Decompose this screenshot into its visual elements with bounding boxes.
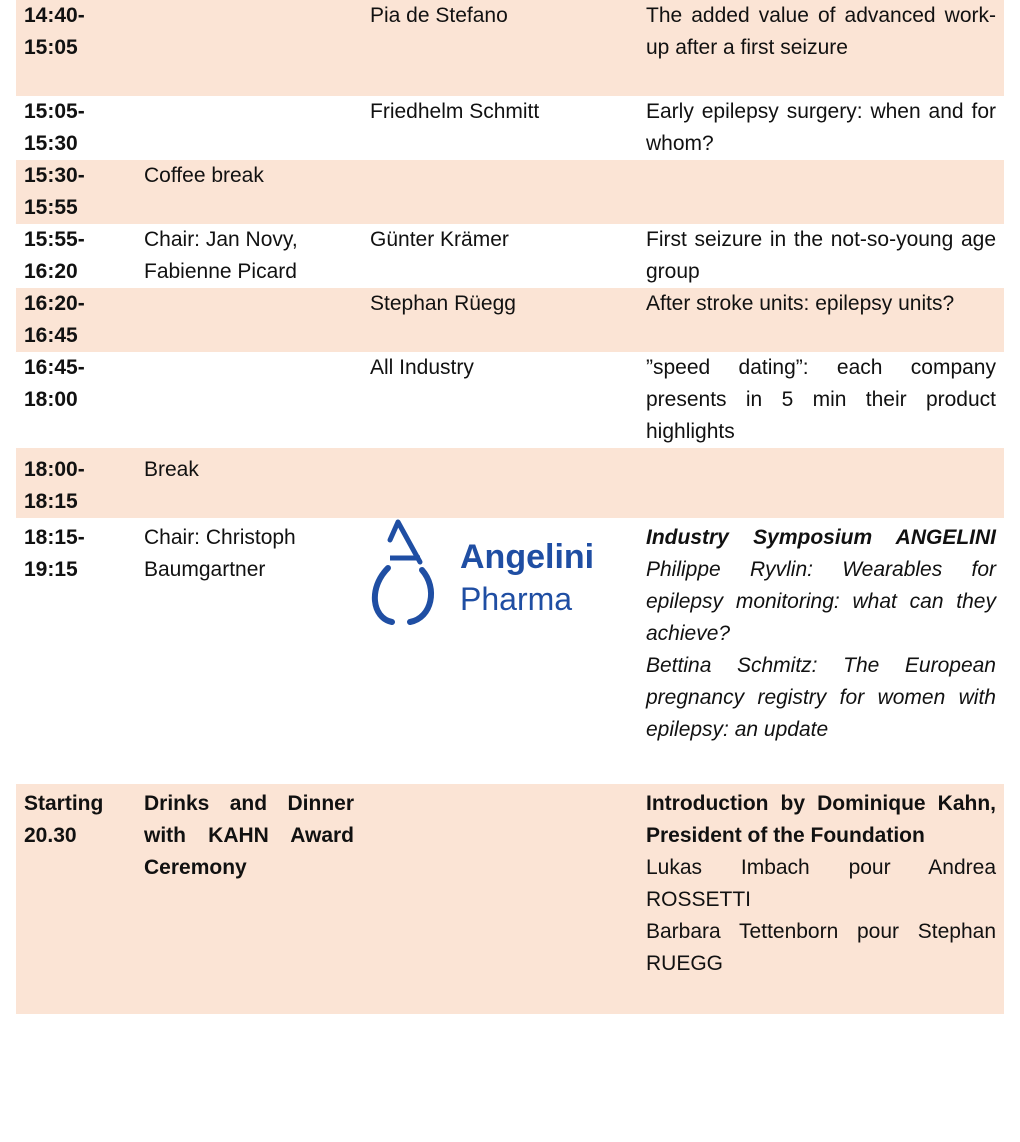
topic-cell: Early epilepsy surgery: when and for whom? <box>638 96 1004 160</box>
talk-1: Philippe Ryvlin: Wearables for epilepsy monitoring: what can they achieve? <box>646 558 996 645</box>
speaker-cell <box>362 448 638 518</box>
award-line-1: Lukas Imbach pour Andrea ROSSETTI <box>646 856 996 911</box>
time-cell <box>16 288 136 352</box>
topic-cell <box>638 448 1004 518</box>
speaker-cell: Pia de Stefano <box>362 0 638 96</box>
chair-cell: Drinks and Dinner with KAHN Award Ceremony <box>136 784 362 1014</box>
time-cell <box>16 160 136 224</box>
time-cell <box>16 784 136 1014</box>
time-cell <box>16 448 136 518</box>
time-text: 18:15- 19:15 <box>24 526 85 581</box>
time-text: 14:40- 15:05 <box>24 4 85 59</box>
topic-cell: The added value of advanced work-up after a first seizure <box>638 0 1004 96</box>
speaker-cell <box>362 518 638 784</box>
time-text: 15:30- 15:55 <box>24 164 85 219</box>
topic-cell <box>638 784 1004 1014</box>
angelini-logo-mark-icon <box>362 518 638 628</box>
time-text: 16:20- 16:45 <box>24 292 85 347</box>
speaker-cell: Günter Krämer <box>362 224 638 288</box>
chair-cell <box>136 96 362 160</box>
time-text: Starting 20.30 <box>24 792 104 847</box>
chair-cell <box>136 288 362 352</box>
topic-cell <box>638 518 1004 784</box>
table-row <box>16 448 1004 518</box>
award-intro: Introduction by Dominique Kahn, President of the Foundation <box>646 792 996 847</box>
speaker-cell: Stephan Rüegg <box>362 288 638 352</box>
time-cell <box>16 224 136 288</box>
chair-cell: Chair: Christoph Baumgartner <box>136 518 362 784</box>
time-text: 15:55- 16:20 <box>24 228 85 283</box>
symposium-title: Industry Symposium ANGELINI <box>646 526 996 549</box>
chair-cell <box>136 352 362 448</box>
chair-cell: Chair: Jan Novy, Fabienne Picard <box>136 224 362 288</box>
table-row <box>16 160 1004 224</box>
logo-wordmark-line2: Pharma <box>460 581 573 617</box>
speaker-cell <box>362 784 638 1014</box>
table-row <box>16 784 1004 1014</box>
topic-cell <box>638 160 1004 224</box>
speaker-cell: All Industry <box>362 352 638 448</box>
table-row <box>16 96 1004 160</box>
table-row <box>16 224 1004 288</box>
chair-cell <box>136 0 362 96</box>
table-row <box>16 518 1004 784</box>
topic-cell: First seizure in the not-so-young age group <box>638 224 1004 288</box>
time-cell <box>16 352 136 448</box>
topic-cell: After stroke units: epilepsy units? <box>638 288 1004 352</box>
program-table <box>16 0 1004 1014</box>
table-row <box>16 288 1004 352</box>
time-text: 16:45- 18:00 <box>24 356 85 411</box>
chair-cell: Break <box>136 448 362 518</box>
speaker-cell: Friedhelm Schmitt <box>362 96 638 160</box>
time-cell <box>16 0 136 96</box>
angelini-pharma-logo <box>362 518 638 658</box>
time-text: 18:00- 18:15 <box>24 458 85 513</box>
award-line-2: Barbara Tettenborn pour Stephan RUEGG <box>646 920 996 975</box>
time-cell <box>16 518 136 784</box>
speaker-cell <box>362 160 638 224</box>
time-cell <box>16 96 136 160</box>
table-row <box>16 352 1004 448</box>
table-row <box>16 0 1004 96</box>
logo-wordmark-line1: Angelini <box>460 538 595 576</box>
topic-cell: ”speed dating”: each company presents in 5 min their product highlights <box>638 352 1004 448</box>
time-text: 15:05- 15:30 <box>24 100 85 155</box>
chair-cell: Coffee break <box>136 160 362 224</box>
talk-2: Bettina Schmitz: The European pregnancy registry for women with epilepsy: an update <box>646 654 996 741</box>
